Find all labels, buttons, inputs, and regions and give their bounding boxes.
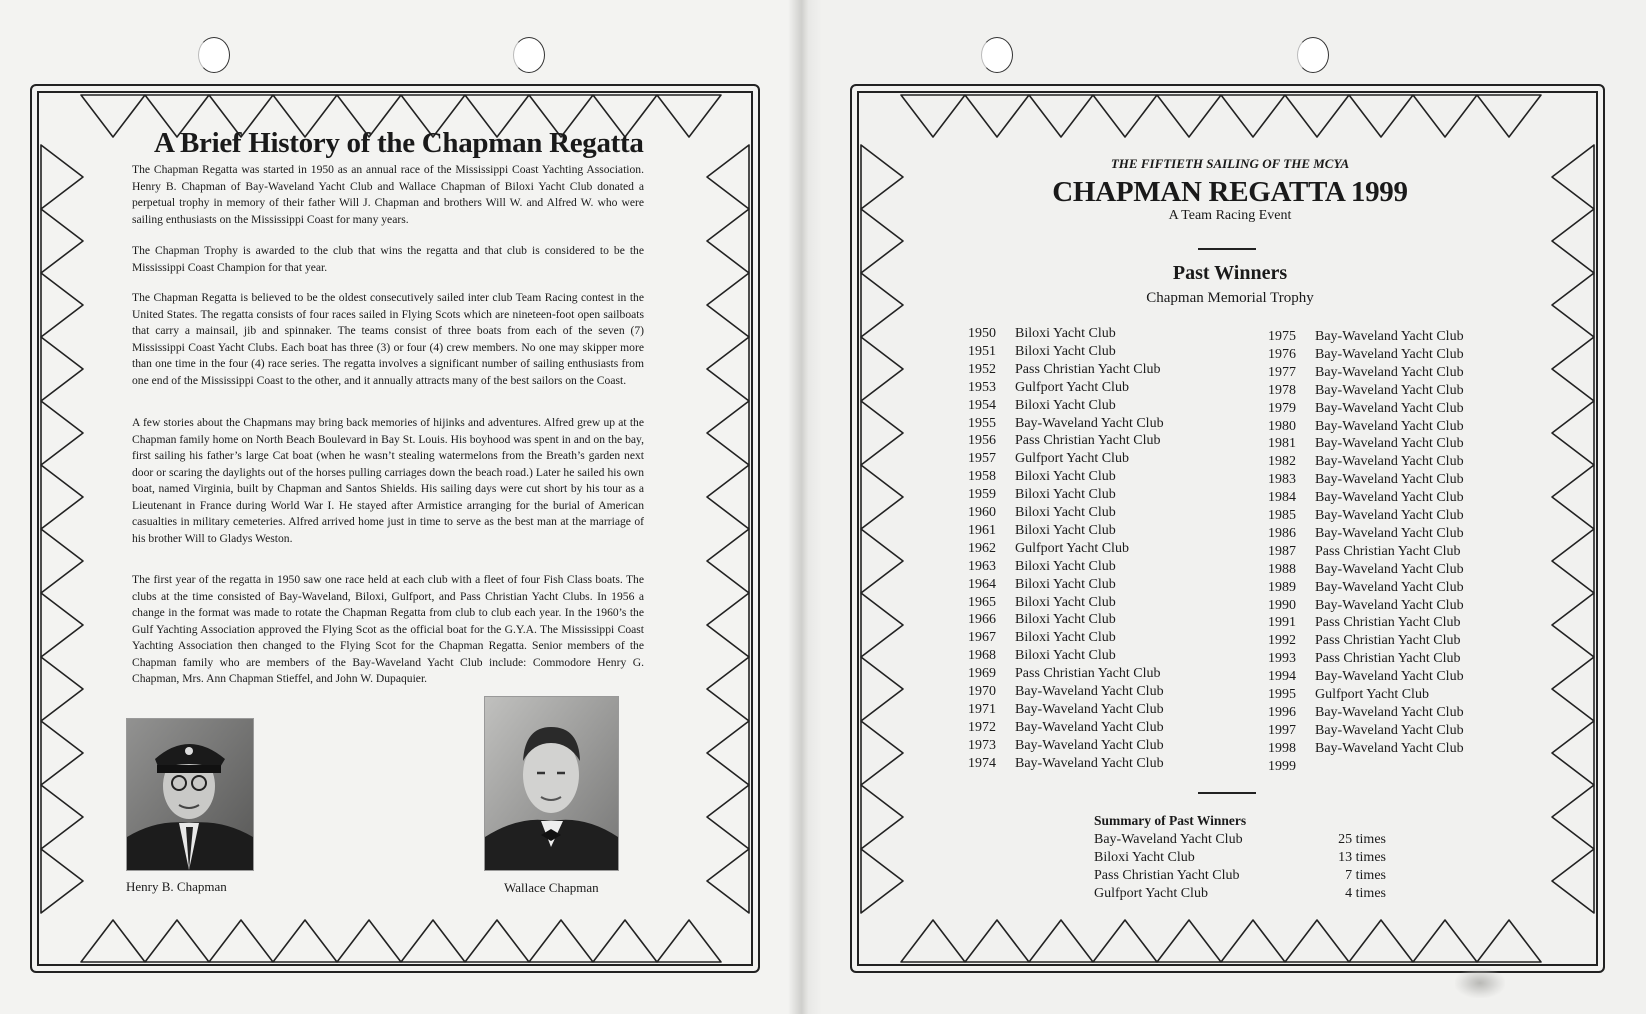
winner-club: Bay-Waveland Yacht Club (1015, 701, 1164, 717)
portrait-photo-wallace (484, 696, 619, 871)
pennant-flag (41, 401, 83, 465)
pennant-flag (657, 920, 721, 962)
winner-year: 1990 (1268, 597, 1296, 613)
pennant-flag (1477, 920, 1541, 962)
winner-year: 1952 (968, 361, 996, 377)
winner-year: 1992 (1268, 633, 1296, 649)
pennant-flag (1093, 920, 1157, 962)
winner-year: 1974 (968, 755, 996, 771)
pennant-flag (1552, 465, 1594, 529)
winner-year: 1977 (1268, 364, 1296, 380)
pennant-flag (707, 401, 749, 465)
summary-count: 4 times (1345, 886, 1386, 901)
pennant-flag (861, 401, 903, 465)
winner-club: Bay-Waveland Yacht Club (1315, 400, 1464, 416)
pennant-flag (273, 920, 337, 962)
winner-club: Biloxi Yacht Club (1015, 648, 1116, 664)
winner-club: Bay-Waveland Yacht Club (1015, 684, 1164, 699)
winner-club: Pass Christian Yacht Club (1315, 543, 1461, 559)
pennant-flag (1157, 95, 1221, 137)
pennant-flag (1552, 401, 1594, 465)
pennant-flag (657, 95, 721, 137)
pennant-flag (861, 145, 903, 209)
pennant-flag (1221, 95, 1285, 137)
winner-club: Bay-Waveland Yacht Club (1315, 740, 1464, 756)
history-paragraph: The Chapman Trophy is awarded to the club that wins the regatta and that club is considered to be the Mississippi Coast Champion for that year. (132, 244, 644, 274)
summary-count: 13 times (1338, 850, 1386, 865)
winner-club: Bay-Waveland Yacht Club (1315, 561, 1464, 577)
binder-hole (1297, 37, 1329, 73)
winner-year: 1984 (1268, 490, 1296, 506)
winner-club: Biloxi Yacht Club (1015, 630, 1116, 646)
winner-club: Pass Christian Yacht Club (1315, 615, 1461, 631)
pennant-flag (41, 721, 83, 785)
winner-year: 1965 (968, 594, 996, 610)
pennant-flag (209, 920, 273, 962)
history-paragraph: A few stories about the Chapmans may bring back memories of hijinks and adventures. Alfred grew up at the Chapman family home on North Beach Boulevard in Bay St. Louis. His boyhood was spent in and on the bay, first sailing his father’s large Cat boat (when he wasn’t stealing watermelons from the Breath’s garden next door or scaring the daylights out of the horses pulling carriages down the beach road.) Later he sailed his own boat, named Virginia, built by Chapman and Santos Shields. His sailing days were cut short by his tour as a Lieutenant in France during World War I. He stayed after Armistice arranging for the burial of American casualties in military cemeteries. Alfred arrived home just in time to serve as the best man at the marriage of his brother Will to Gladys Weston. (132, 416, 644, 545)
pennant-flag (965, 95, 1029, 137)
winner-year: 1989 (1268, 579, 1296, 595)
pennant-flag (81, 95, 145, 137)
event-subtitle: A Team Racing Event (1168, 208, 1292, 223)
pennant-flag (707, 145, 749, 209)
winner-club: Bay-Waveland Yacht Club (1315, 364, 1464, 380)
winner-club: Bay-Waveland Yacht Club (1315, 579, 1464, 595)
pennant-flag (861, 465, 903, 529)
summary-count: 7 times (1345, 868, 1386, 883)
pennant-flag (707, 593, 749, 657)
pennant-flag (965, 920, 1029, 962)
pennant-flag (41, 337, 83, 401)
winner-club: Bay-Waveland Yacht Club (1315, 418, 1464, 434)
winner-year: 1997 (1268, 722, 1296, 738)
winner-year: 1959 (968, 487, 996, 503)
winners-column-1 (958, 326, 1198, 776)
pennant-flag (1552, 337, 1594, 401)
winner-year: 1964 (968, 576, 996, 592)
winner-year: 1956 (968, 433, 996, 449)
winner-year: 1995 (1268, 687, 1296, 702)
winner-club: Bay-Waveland Yacht Club (1315, 436, 1464, 452)
pennant-flag (707, 529, 749, 593)
winner-club: Gulfport Yacht Club (1315, 687, 1429, 702)
winner-year: 1954 (968, 397, 996, 413)
section-divider (1198, 248, 1256, 250)
pennant-flag (707, 657, 749, 721)
pennant-flag (1349, 920, 1413, 962)
summary-row (1094, 850, 1386, 868)
pennant-flag (901, 95, 965, 137)
summary-club: Gulfport Yacht Club (1094, 886, 1208, 901)
winner-club: Bay-Waveland Yacht Club (1315, 722, 1464, 738)
pennant-flag (861, 785, 903, 849)
binder-hole (981, 37, 1013, 73)
summary-heading: Summary of Past Winners (1094, 813, 1247, 828)
winner-year: 1961 (968, 522, 996, 538)
winner-year: 1981 (1268, 436, 1296, 452)
winner-year: 1973 (968, 737, 996, 753)
binder-hole (513, 37, 545, 73)
winner-year: 1979 (1268, 400, 1296, 416)
winner-club: Biloxi Yacht Club (1015, 612, 1116, 628)
winner-club: Pass Christian Yacht Club (1015, 666, 1161, 682)
pennant-flag (1552, 593, 1594, 657)
winner-club: Bay-Waveland Yacht Club (1315, 472, 1464, 488)
summary-club: Pass Christian Yacht Club (1094, 868, 1240, 883)
summary-club: Biloxi Yacht Club (1094, 850, 1195, 865)
pennant-flag (1221, 920, 1285, 962)
history-paragraph: The first year of the regatta in 1950 saw one race held at each club with a fleet of four Fish Class boats. The clubs at the time consisted of Bay-Waveland, Biloxi, Gulfport, and Pass Christian Yacht Clubs. In 1956 a change in the format was made to rotate the Chapman Regatta from club to club each year. In the 1960’s the Gulf Yachting Association approved the Flying Scot as the official boat for the G.Y.A. The Mississippi Coast Yachting Association then changed to the Flying Scot for the Chapman Regatta. Senior members of the Chapman family who are members of the Bay-Waveland Yacht Club include: Commodore Henry G. Chapman, Mrs. Ann Chapman Stieffel, and John W. Dupaquier. (132, 573, 644, 685)
pennant-flag (41, 145, 83, 209)
winner-year: 1968 (968, 648, 996, 664)
winner-year: 1957 (968, 451, 996, 467)
winner-year: 1953 (968, 379, 996, 395)
pennant-flag (41, 785, 83, 849)
winner-club: Pass Christian Yacht Club (1315, 651, 1461, 667)
winner-club: Gulfport Yacht Club (1015, 451, 1129, 467)
winner-club: Biloxi Yacht Club (1015, 487, 1116, 503)
portrait-photo-henry (126, 718, 254, 871)
winner-year: 1983 (1268, 472, 1296, 488)
winner-club: Bay-Waveland Yacht Club (1015, 755, 1164, 771)
pennant-flag (861, 337, 903, 401)
winner-club: Gulfport Yacht Club (1015, 540, 1129, 556)
winner-club: Bay-Waveland Yacht Club (1315, 382, 1464, 398)
pennant-flag (529, 920, 593, 962)
event-kicker: THE FIFTIETH SAILING OF THE MCYA (1110, 156, 1350, 171)
pennant-flag (707, 273, 749, 337)
pennant-flag (41, 849, 83, 913)
winner-club: Bay-Waveland Yacht Club (1315, 490, 1464, 506)
pennant-flag (145, 920, 209, 962)
winner-year: 1993 (1268, 651, 1296, 667)
winner-year: 1996 (1268, 704, 1296, 720)
pennant-flag (465, 920, 529, 962)
winner-year: 1994 (1268, 669, 1296, 685)
winner-year: 1988 (1268, 561, 1296, 577)
winner-year: 1967 (968, 630, 996, 646)
winner-club: Biloxi Yacht Club (1015, 505, 1116, 520)
pennant-flag (1029, 95, 1093, 137)
pennant-flag (861, 209, 903, 273)
photo-caption-henry: Henry B. Chapman (126, 879, 227, 894)
pennant-flag (707, 721, 749, 785)
winner-year: 1958 (968, 469, 996, 485)
pennant-flag (41, 209, 83, 273)
history-paragraph: The Chapman Regatta was started in 1950 as an annual race of the Mississippi Coast Yachting Association. Henry B. Chapman of Bay-Waveland Yacht Club and Wallace Chapman of Biloxi Yacht Club donated a perpetual trophy in memory of their father Will J. Chapman and brothers Will W. and Alfred W. who were sailing enthusiasts on the Mississippi Coast for many years. (132, 163, 644, 226)
pennant-flag (707, 209, 749, 273)
pennant-flag (861, 849, 903, 913)
winner-year: 1985 (1268, 508, 1296, 523)
winner-year: 1987 (1268, 543, 1296, 559)
winner-year: 1986 (1268, 525, 1296, 541)
pennant-flag (861, 657, 903, 721)
winner-club: Bay-Waveland Yacht Club (1315, 704, 1464, 720)
pennant-flag (707, 337, 749, 401)
winner-club: Bay-Waveland Yacht Club (1315, 525, 1464, 541)
pennant-flag (707, 465, 749, 529)
pennant-flag (1285, 95, 1349, 137)
winner-year: 1955 (968, 415, 996, 431)
pennant-flag (861, 273, 903, 337)
winner-year: 1978 (1268, 382, 1296, 398)
binder-hole (198, 37, 230, 73)
summary-row (1094, 832, 1386, 850)
page-gutter (788, 0, 822, 1014)
pennant-flag (1552, 145, 1594, 209)
paper-smudge (1455, 968, 1505, 998)
pennant-flag (401, 920, 465, 962)
winner-club: Pass Christian Yacht Club (1015, 361, 1161, 377)
pennant-flag (1552, 721, 1594, 785)
summary-count: 25 times (1338, 832, 1386, 847)
winner-year: 1998 (1268, 740, 1296, 756)
pennant-flag (41, 273, 83, 337)
winner-club: Bay-Waveland Yacht Club (1015, 719, 1164, 735)
winner-club: Biloxi Yacht Club (1015, 594, 1116, 610)
winner-club: Bay-Waveland Yacht Club (1315, 669, 1464, 685)
winner-club: Biloxi Yacht Club (1015, 522, 1116, 538)
pennant-flag (1413, 95, 1477, 137)
pennant-flag (593, 920, 657, 962)
pennant-flag (1093, 95, 1157, 137)
summary-row (1094, 868, 1386, 886)
pennant-flag (41, 529, 83, 593)
winners-column-2 (1258, 329, 1498, 779)
pennant-flag (1552, 785, 1594, 849)
winner-club: Bay-Waveland Yacht Club (1015, 737, 1164, 753)
pennant-flag (1285, 920, 1349, 962)
winner-club: Bay-Waveland Yacht Club (1015, 415, 1164, 431)
pennant-flag (861, 529, 903, 593)
pennant-flag (1477, 95, 1541, 137)
winner-year: 1951 (968, 343, 996, 359)
winner-year: 1960 (968, 505, 996, 520)
pennant-flag (901, 920, 965, 962)
summary-club: Bay-Waveland Yacht Club (1094, 832, 1243, 847)
regatta-title: CHAPMAN REGATTA 1999 (1052, 176, 1408, 208)
trophy-name: Chapman Memorial Trophy (1146, 290, 1314, 306)
page-title: A Brief History of the Chapman Regatta (154, 127, 644, 159)
winner-club: Bay-Waveland Yacht Club (1315, 508, 1464, 523)
winner-club: Biloxi Yacht Club (1015, 558, 1116, 574)
winner-year: 1976 (1268, 346, 1296, 362)
winner-club: Biloxi Yacht Club (1015, 326, 1116, 341)
pennant-flag (1157, 920, 1221, 962)
winner-year: 1999 (1268, 758, 1296, 774)
pennant-flag (337, 920, 401, 962)
pennant-flag (861, 593, 903, 657)
winner-year: 1963 (968, 558, 996, 574)
winner-club: Bay-Waveland Yacht Club (1315, 454, 1464, 470)
pennant-flag (41, 657, 83, 721)
photo-caption-wallace: Wallace Chapman (504, 880, 599, 895)
winner-year: 1969 (968, 666, 996, 682)
history-paragraph: The Chapman Regatta is believed to be the oldest consecutively sailed inter club Team Racing contest in the United States. The regatta consists of four races sailed in Flying Scots which are nineteen-foot open sailboats that carry a mainsail, jib and spinnaker. The teams consist of three boats from each of the seven (7) Mississippi Coast Yacht Clubs. Each boat has three (3) or four (4) crew members. No one may skipper more than one time in the four (4) race series. The regatta involves a significant number of sailing enthusiasts from one end of the Mississippi Coast to the other, and it annually attracts many of the best sailors on the Coast. (132, 291, 644, 387)
pennant-flag (1552, 209, 1594, 273)
winner-year: 1975 (1268, 329, 1296, 344)
pennant-flag (1552, 657, 1594, 721)
pennant-flag (861, 721, 903, 785)
pennant-flag (707, 849, 749, 913)
pennant-flag (1552, 273, 1594, 337)
winner-club: Gulfport Yacht Club (1015, 379, 1129, 395)
winner-year: 1972 (968, 719, 996, 735)
pennant-flag (41, 593, 83, 657)
winner-club: Bay-Waveland Yacht Club (1315, 329, 1464, 344)
section-divider (1198, 792, 1256, 794)
pennant-flag (41, 465, 83, 529)
pennant-flag (707, 785, 749, 849)
winner-club: Bay-Waveland Yacht Club (1315, 346, 1464, 362)
pennant-flag (1552, 529, 1594, 593)
winner-club: Pass Christian Yacht Club (1315, 633, 1461, 649)
winner-year: 1970 (968, 684, 996, 699)
pennant-flag (1029, 920, 1093, 962)
winner-club: Bay-Waveland Yacht Club (1315, 597, 1464, 613)
winner-club: Pass Christian Yacht Club (1015, 433, 1161, 449)
winner-year: 1971 (968, 701, 996, 717)
past-winners-heading: Past Winners (1172, 262, 1288, 284)
winner-year: 1962 (968, 540, 996, 556)
winner-club: Biloxi Yacht Club (1015, 343, 1116, 359)
pennant-flag (1413, 920, 1477, 962)
winner-club: Biloxi Yacht Club (1015, 397, 1116, 413)
winner-club: Biloxi Yacht Club (1015, 469, 1116, 485)
winner-year: 1991 (1268, 615, 1296, 631)
pennant-flag (1552, 849, 1594, 913)
winner-year: 1980 (1268, 418, 1296, 434)
winner-club: Biloxi Yacht Club (1015, 576, 1116, 592)
winner-year: 1982 (1268, 454, 1296, 470)
winner-year: 1950 (968, 326, 996, 341)
winner-year: 1966 (968, 612, 996, 628)
pennant-flag (1349, 95, 1413, 137)
pennant-flag (81, 920, 145, 962)
summary-row (1094, 886, 1386, 904)
